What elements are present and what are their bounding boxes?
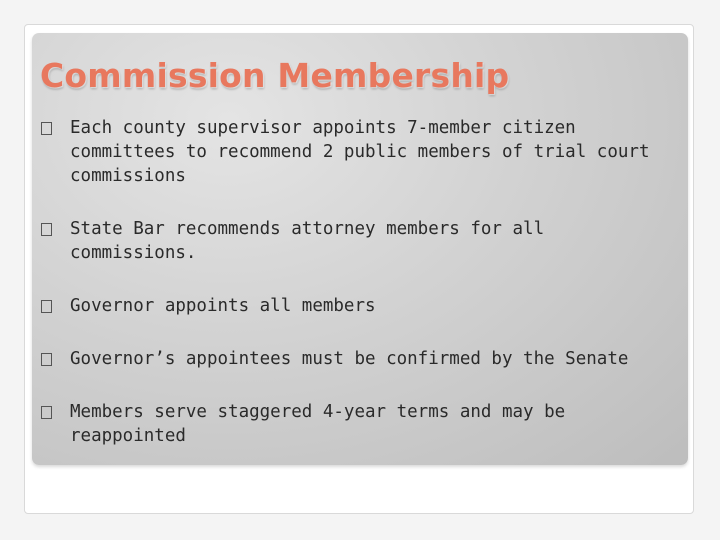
- box-bullet-icon: [41, 300, 52, 313]
- box-bullet-icon: [41, 122, 52, 135]
- bullet-text: Each county supervisor appoints 7-member citizen committees to recommend 2 public members of trial court commissions: [70, 118, 650, 186]
- box-bullet-icon: [41, 353, 52, 366]
- box-bullet-icon: [41, 406, 52, 419]
- slide-title: Commission Membership: [40, 56, 510, 95]
- box-bullet-icon: [41, 223, 52, 236]
- bullet-text: Members serve staggered 4-year terms and may be reappointed: [70, 402, 566, 446]
- bullet-list: [40, 116, 670, 448]
- bullet-text: Governor’s appointees must be confirmed by the Senate: [70, 349, 629, 369]
- bullet-item: [40, 116, 670, 188]
- bullet-item: [40, 400, 670, 448]
- bullet-text: State Bar recommends attorney members for all commissions.: [70, 219, 545, 263]
- bullet-item: [40, 217, 670, 265]
- bullet-item: [40, 294, 670, 318]
- bullet-text: Governor appoints all members: [70, 296, 376, 316]
- bullet-item: [40, 347, 670, 371]
